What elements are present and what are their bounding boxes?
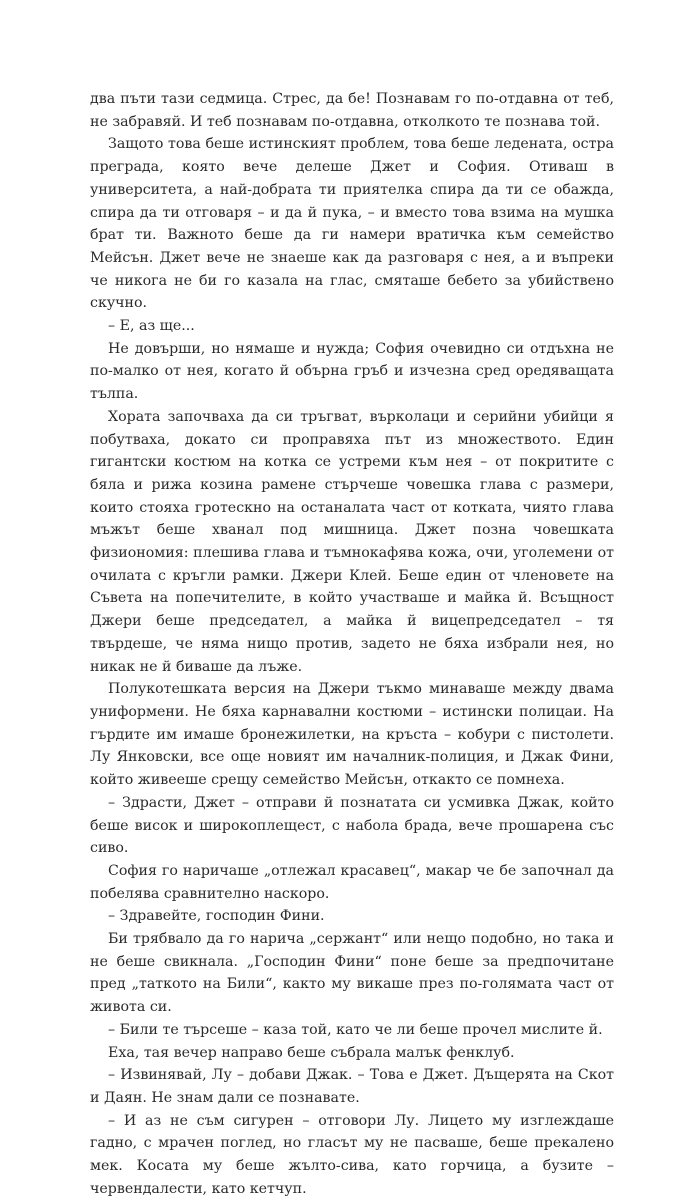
paragraph: Защото това беше истинският проблем, това беше ледената, остра преграда, която вече делеше Джет и София. Отиваш в университета, а най-добрата ти приятелка спира да ти се обажда, спира да ти отговаря – и да й пука, – и вместо това взима на мушка брат ти. Важното беше да ги намери вратичка към семейство Мейсън. Джет вече не знаеше как да разговаря с нея, а и въпреки че никога не би го казала на глас, смяташе бебето за убийствено скучно. [90,136,614,312]
paragraph: – Здрасти, Джет – отправи й познатата си усмивка Джак, който беше висок и широкоплещест, с набола брада, вече прошарена със сиво. [90,794,614,857]
paragraph: – Здравейте, господин Фини. [108,908,325,925]
paragraph: – Били те търсеше – каза той, като че ли беше прочел мислите й. [108,1021,603,1038]
paragraph: Хората започваха да си тръгват, върколаци и серийни убийци я побутваха, докато си проправяха път из множеството. Един гигантски костюм на котка се устреми към нея – от покритите с бяла и рижа козина рамене стърчеше човешка глава с размери, които стояха гротескно на останалата част от котката, чиято глава мъжът беше хванал под мишница. Джет позна човешката физиономия: плешива глава и тъмнокафява кожа, очи, уголемени от очилата с кръгли рамки. Джери Клей. Беше един от членовете на Съвета на попечителите, в който участваше и майка й. Всъщност Джери беше председател, а майка й вицепредседател – тя твърдеше, че няма нищо против, задето не бяха избрали нея, но никак не й биваше да лъже. [90,408,614,675]
paragraph: – Е, аз ще... [108,318,195,335]
book-page-text [90,88,614,1200]
paragraph: Еха, тая вечер направо беше събрала малък фенклуб. [108,1044,515,1061]
paragraph: Не довърши, но нямаше и нужда; София очевидно си отдъхна не по-малко от нея, когато й обърна гръб и изчезна сред оредяващата тълпа. [90,340,614,403]
paragraph: Би трябвало да го нарича „сержант“ или нещо подобно, но така и не беше свикнала. „Господин Фини“ поне беше за предпочитане пред „таткото на Били“, както му викаше през по-голямата част от живота си. [90,931,614,1016]
paragraph: – И аз не съм сигурен – отговори Лу. Лицето му изглеждаше гадно, с мрачен поглед, но гласът му не пасваше, беше прекалено мек. Косата му беше жълто-сива, като горчица, а бузите – червендалести, като кетчуп. [90,1112,614,1197]
paragraph: – Извинявай, Лу – добави Джак. – Това е Джет. Дъщерята на Скот и Даян. Не знам дали се познавате. [90,1067,614,1106]
paragraph: София го наричаше „отлежал красавец“, макар че бе започнал да побелява сравнително наскоро. [90,862,614,902]
paragraph: два пъти тази седмица. Стрес, да бе! Познавам го по-отдавна от теб, не забравяй. И теб познавам по-отдавна, отколкото те познава той. [90,91,614,130]
paragraph: Полукотешката версия на Джери тъкмо минаваше между двама униформени. Не бяха карнавални костюми – истински полицаи. На гърдите им имаше бронежилетки, на кръста – кобури с пистолети. Лу Янковски, все още новият им началник-полиция, и Джак Фини, който живееше срещу семейство Мейсън, откакто се помнеха. [90,681,614,789]
